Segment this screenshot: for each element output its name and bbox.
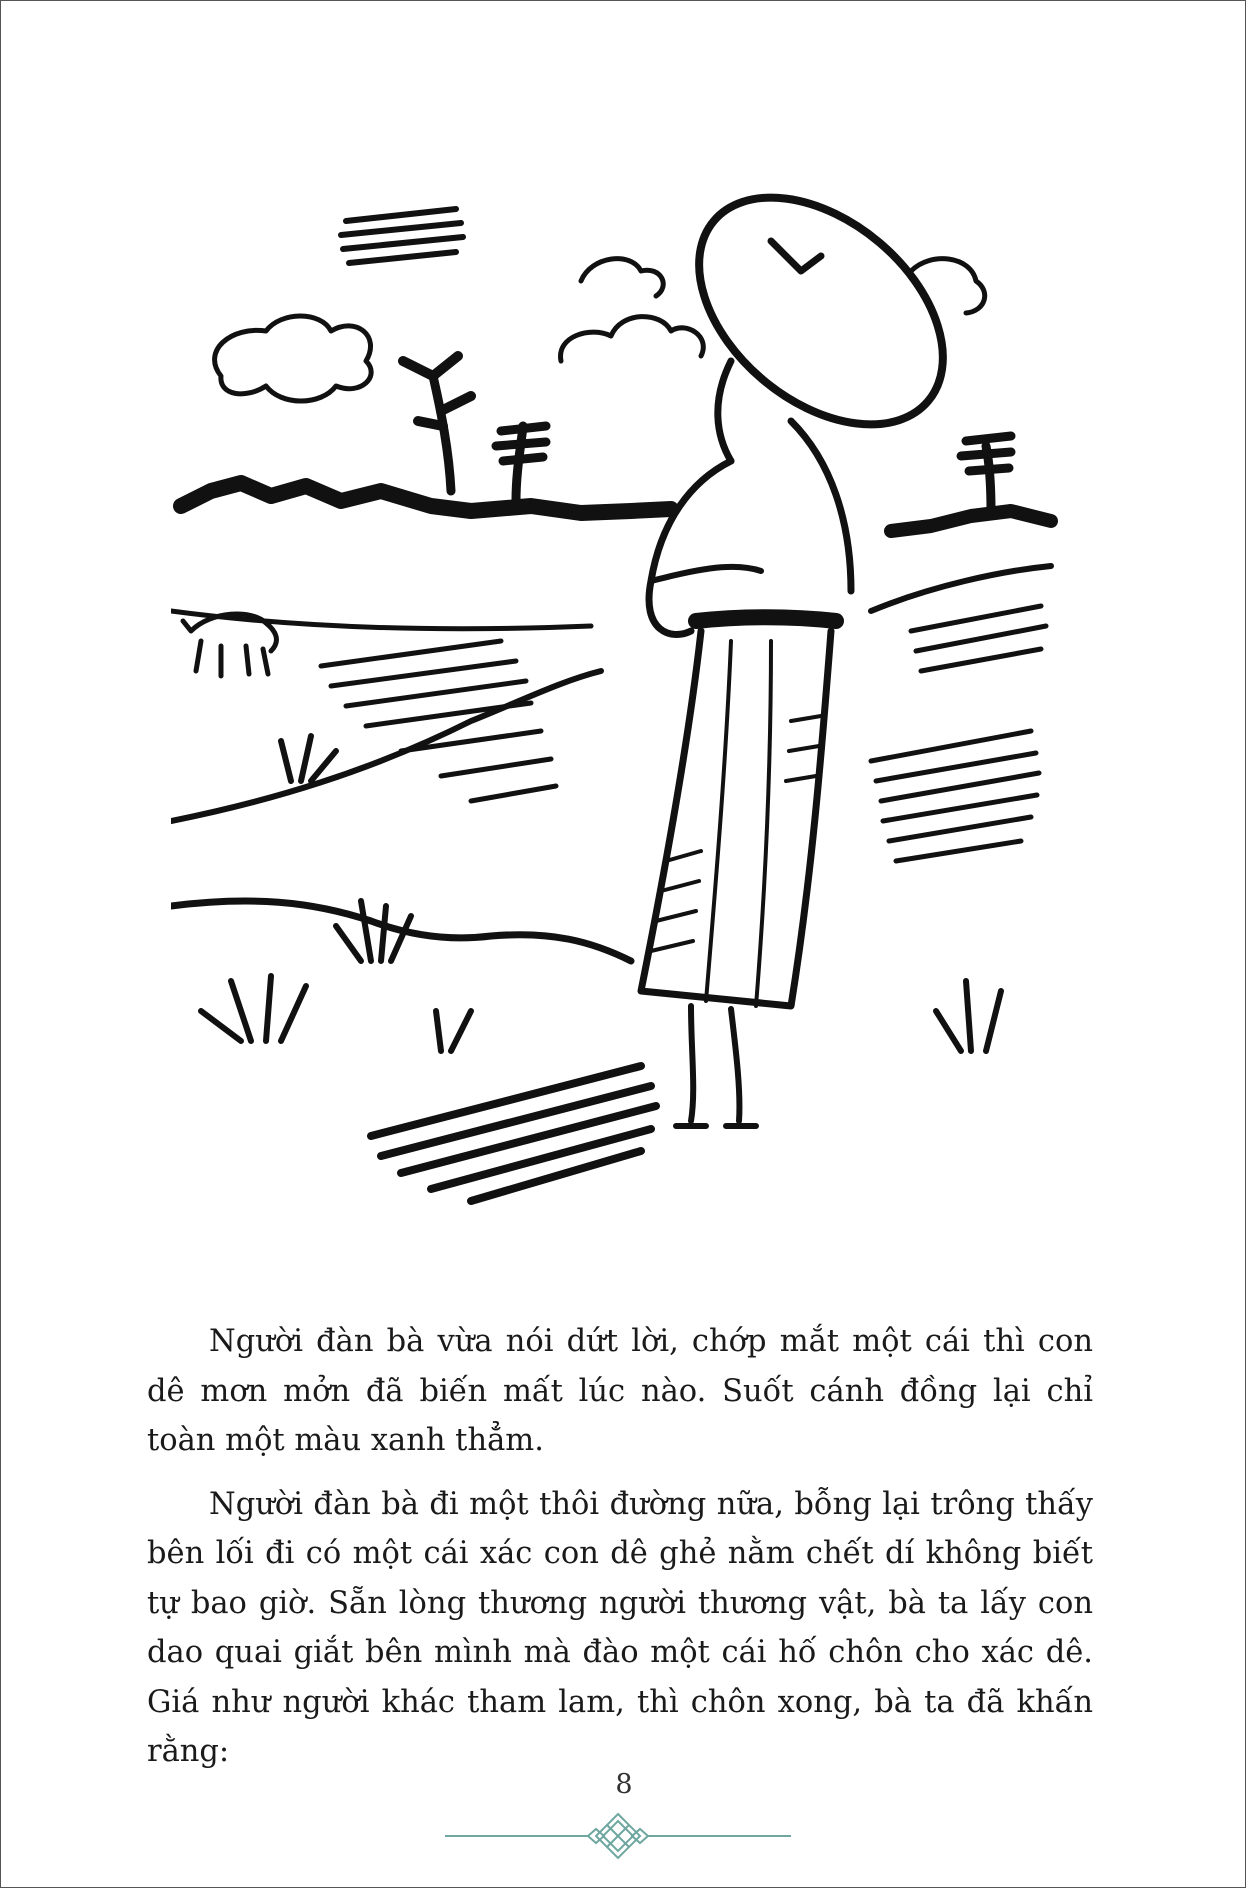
diamond-knot-ornament-icon (445, 1811, 791, 1861)
woman-in-conical-hat-field-illustration (171, 161, 1071, 1221)
page-number: 8 (615, 1769, 633, 1800)
paragraph: Người đàn bà vừa nói dứt lời, chớp mắt một cái thì con dê mơn mởn đã biến mất lúc nào. Suốt cánh đồng lại chỉ toàn một màu xanh thẳm. (147, 1324, 1093, 1458)
paragraph: Người đàn bà đi một thôi đường nữa, bỗng lại trông thấy bên lối đi có một cái xác con dê ghẻ nằm chết dí không biết tự bao giờ. Sẵn lòng thương người thương vật, bà ta lấy con dao quai giắt bên mình mà đào một cái hố chôn cho xác dê. Giá như người khác tham lam, thì chôn xong, bà ta đã khấn rằng: (147, 1486, 1093, 1769)
story-text (147, 1317, 1093, 1791)
